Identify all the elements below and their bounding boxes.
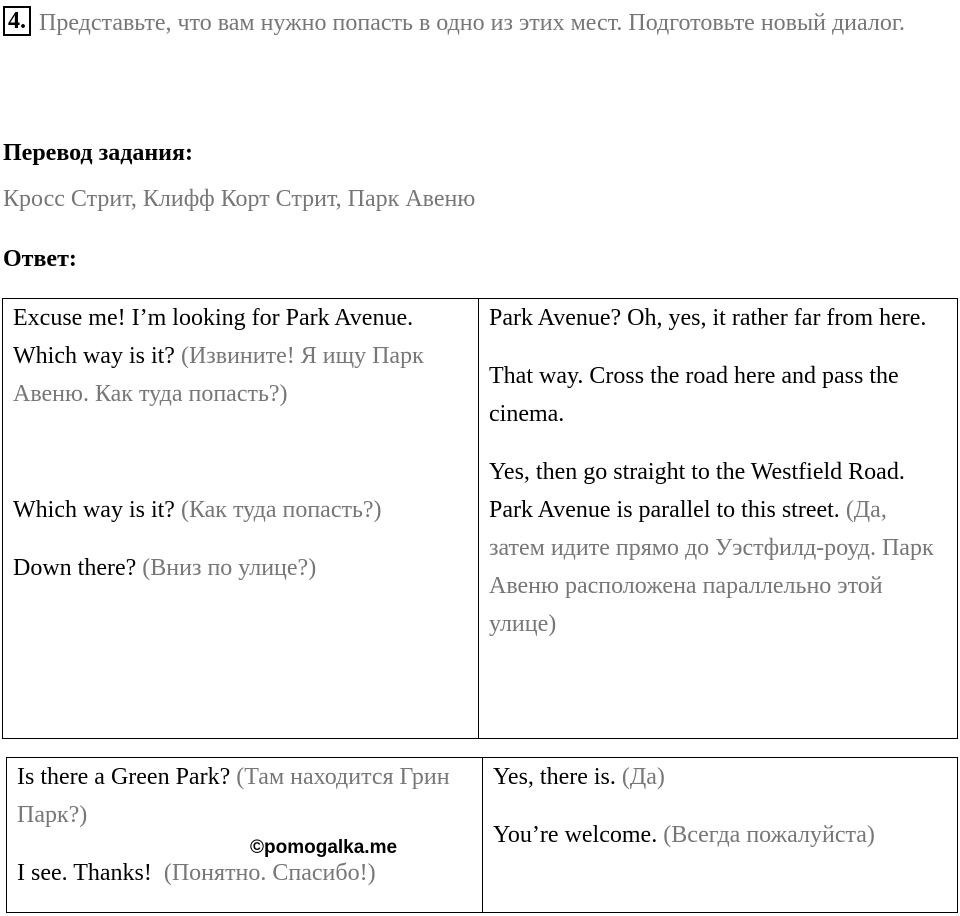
russian-translation: (Как туда попасть?) <box>180 497 382 523</box>
dialog-table-2 <box>6 757 958 913</box>
russian-translation: (Вниз по улице?) <box>142 555 317 581</box>
russian-translation: (Понятно. Спасибо!) <box>163 860 376 886</box>
english-text: You’re welcome. <box>493 822 658 848</box>
task-statement <box>3 4 953 42</box>
dialog-table-1 <box>2 298 958 739</box>
table1-right-line-3 <box>489 453 947 643</box>
russian-translation: (Да, затем идите прямо до Уэстфилд-роуд. Парк Авеню расположена параллельно этой улице) <box>489 497 934 637</box>
table2-right-line-1 <box>493 758 947 796</box>
russian-translation: (Извините! Я ищу Парк Авеню. Как туда попасть?) <box>13 343 424 407</box>
table1-left-line-3 <box>13 549 468 587</box>
russian-translation: (Всегда пожалуйста) <box>663 822 875 848</box>
translation-text: Кросс Стрит, Клифф Корт Стрит, Парк Авеню <box>3 186 476 212</box>
english-text: Which way is it? <box>13 497 175 523</box>
task-number: 4. <box>3 6 31 36</box>
english-text: Down there? <box>13 555 137 581</box>
table2-left-line-2 <box>17 854 472 892</box>
table1-left-line-2 <box>13 491 468 529</box>
english-text: Yes, then go straight to the Westfield Road. Park Avenue is parallel to this street. <box>489 459 905 523</box>
russian-translation: (Да) <box>621 764 665 790</box>
table1-right-cell <box>479 299 958 739</box>
english-text: That way. Cross the road here and pass the cinema. <box>489 363 899 427</box>
table2-right-cell <box>483 758 958 913</box>
table2-left-line-1 <box>17 758 472 834</box>
table1-right-line-1 <box>489 299 947 337</box>
table1-left-line-1 <box>13 299 468 413</box>
table1-right-line-2 <box>489 357 947 433</box>
table1-left-cell <box>3 299 479 739</box>
translation-heading: Перевод задания: <box>3 140 193 166</box>
task-text: Представьте, что вам нужно попасть в одно из этих мест. Подготовьте новый диалог. <box>39 10 906 36</box>
english-text: Is there a Green Park? <box>17 764 231 790</box>
russian-translation: (Там находится Грин Парк?) <box>17 764 450 828</box>
english-text: I see. Thanks! <box>17 860 152 886</box>
english-text: Yes, there is. <box>493 764 616 790</box>
english-text: Excuse me! I’m looking for Park Avenue. Which way is it? <box>13 305 414 369</box>
answer-heading: Ответ: <box>3 246 77 272</box>
watermark: ©pomogalka.me <box>250 837 398 858</box>
table2-left-cell <box>7 758 483 913</box>
table2-right-line-2 <box>493 816 947 854</box>
english-text: Park Avenue? Oh, yes, it rather far from here. <box>489 305 927 331</box>
